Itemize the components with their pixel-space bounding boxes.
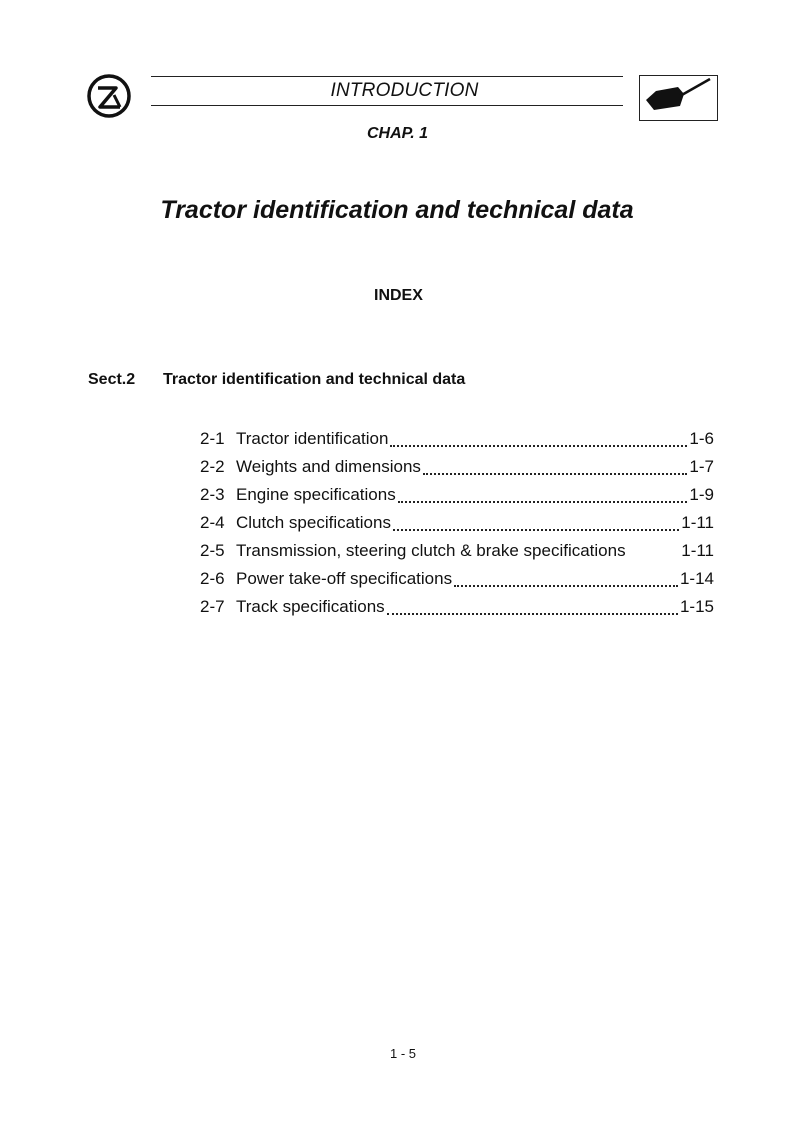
toc-entry[interactable]: [200, 453, 714, 481]
header-rule-top: [151, 76, 623, 77]
toc-entry-page: 1-9: [689, 485, 714, 504]
index-heading: INDEX: [374, 287, 423, 304]
toc-entry[interactable]: [200, 425, 714, 453]
toc-dot-leader: [454, 585, 678, 587]
toc-entry-page: 1-7: [689, 457, 714, 476]
toc-entry-label: Engine specifications: [236, 485, 396, 504]
toc-entry-page: 1-15: [679, 597, 714, 616]
toc-entry-number: 2-7: [200, 597, 225, 616]
table-of-contents: [200, 425, 714, 621]
toc-dot-leader: [390, 445, 687, 447]
toc-entry[interactable]: [200, 509, 714, 537]
toc-entry-label: Track specifications: [236, 597, 385, 616]
toc-entry[interactable]: [200, 537, 714, 565]
circle-monogram-logo-icon: [86, 73, 132, 119]
hand-pointing-icon: [639, 75, 718, 121]
toc-entry-label: Power take-off specifications: [236, 569, 453, 588]
section-title: Tractor identification and technical data: [163, 371, 466, 388]
toc-entry-number: 2-3: [200, 485, 225, 504]
toc-dot-leader: [423, 473, 688, 475]
section-label: INTRODUCTION: [330, 80, 479, 101]
toc-entry[interactable]: [200, 565, 714, 593]
toc-entry-page: 1-11: [681, 541, 714, 560]
toc-dot-leader: [398, 501, 688, 503]
toc-entry-number: 2-5: [200, 541, 225, 560]
toc-entry-page: 1-11: [681, 513, 714, 532]
toc-entry-page: 1-14: [679, 569, 714, 588]
toc-dot-leader: [393, 529, 679, 531]
toc-entry-label: Transmission, steering clutch & brake specifications: [236, 541, 626, 560]
toc-entry-number: 2-2: [200, 457, 225, 476]
toc-entry-label: Weights and dimensions: [236, 457, 421, 476]
toc-dot-leader: [387, 613, 678, 615]
toc-entry-label: Tractor identification: [236, 429, 389, 448]
toc-entry[interactable]: [200, 593, 714, 621]
page-title: Tractor identification and technical data: [160, 196, 634, 224]
toc-entry-page: 1-6: [689, 429, 714, 448]
toc-entry[interactable]: [200, 481, 714, 509]
toc-entry-label: Clutch specifications: [236, 513, 391, 532]
page-number: 1 - 5: [389, 1046, 416, 1061]
header-rule-bottom: [151, 105, 623, 106]
section-number: Sect.2: [88, 371, 136, 388]
toc-entry-number: 2-4: [200, 513, 225, 532]
chapter-label: CHAP. 1: [367, 125, 429, 142]
toc-entry-number: 2-6: [200, 569, 225, 588]
toc-entry-number: 2-1: [200, 429, 225, 448]
